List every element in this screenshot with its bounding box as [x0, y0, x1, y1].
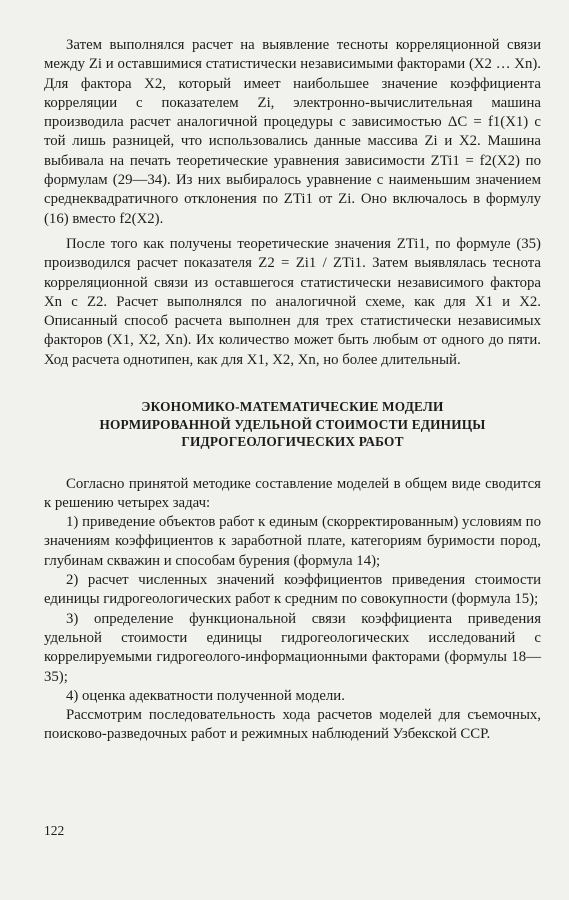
task-item-2: 2) расчет численных значений коэффициентов приведения стоимости единицы гидрогеологических работ к средним по совокупности (формула 15);	[44, 572, 541, 608]
paragraph-calculation-1: Затем выполнялся расчет на выявление тесноты корреляционной связи между Zi и оставшимися статистически независимыми факторами (X2 … Xn). Для фактора X2, который имеет наибольшее значение коэффициента корреляции с показателем Zi, электронно-вычислительная машина производила расчет аналогичной процедуры с зависимостью ΔC = f1(X1) с той лишь разницей, что использовались данные массива Zi и X2. Машина выбивала на печать теоретические уравнения зависимости ZTi1 = f2(X2) по формулам (29—34). Из них выбиралось уравнение с наименьшим значением среднеквадратичного отклонения по ZTi1 от Zi. Оно включалось в формулу (16) вместо f2(X2).	[44, 37, 541, 227]
task-item-3: 3) определение функциональной связи коэффициента приведения удельной стоимости единицы гидрогеологических исследований с коррелируемыми гидрогеолого-информационными факторами (формулы 18—35);	[44, 610, 541, 685]
page-number: 122	[44, 823, 65, 838]
paragraph-calculation-2: После того как получены теоретические значения ZTi1, по формуле (35) производился расчет показателя Z2 = Zi1 / ZTi1. Затем выявлялась теснота корреляционной связи из оставшегося статистически независимого фактора Xn с Z2. Расчет выполнялся по аналогичной схеме, как для X1 и X2. Описанный способ расчета выполнен для трех статистически независимых факторов (X1, X2, Xn). Их количество может быть любым от одного до пяти. Ход расчета однотипен, как для X1, X2, Xn, но более длительный.	[44, 235, 541, 368]
heading-line-1: ЭКОНОМИКО-МАТЕМАТИЧЕСКИЕ МОДЕЛИ	[141, 399, 444, 415]
task-item-4: 4) оценка адекватности полученной модели.	[66, 687, 345, 704]
page-body	[44, 36, 541, 745]
heading-line-3: ГИДРОГЕОЛОГИЧЕСКИХ РАБОТ	[181, 434, 404, 450]
closing-paragraph: Рассмотрим последовательность хода расчетов моделей для съемочных, поисково-разведочных работ и режимных наблюдений Узбекской ССР.	[44, 707, 541, 743]
intro-paragraph: Согласно принятой методике составление моделей в общем виде сводится к решению четырех задач:	[44, 475, 541, 511]
section-heading	[44, 398, 541, 451]
task-item-1: 1) приведение объектов работ к единым (скорректированным) условиям по значениям коэффициентов к заработной плате, категориям буримости пород, глубинам скважин и способам бурения (формула 14);	[44, 514, 541, 569]
heading-line-2: НОРМИРОВАННОЙ УДЕЛЬНОЙ СТОИМОСТИ ЕДИНИЦЫ	[99, 416, 486, 432]
